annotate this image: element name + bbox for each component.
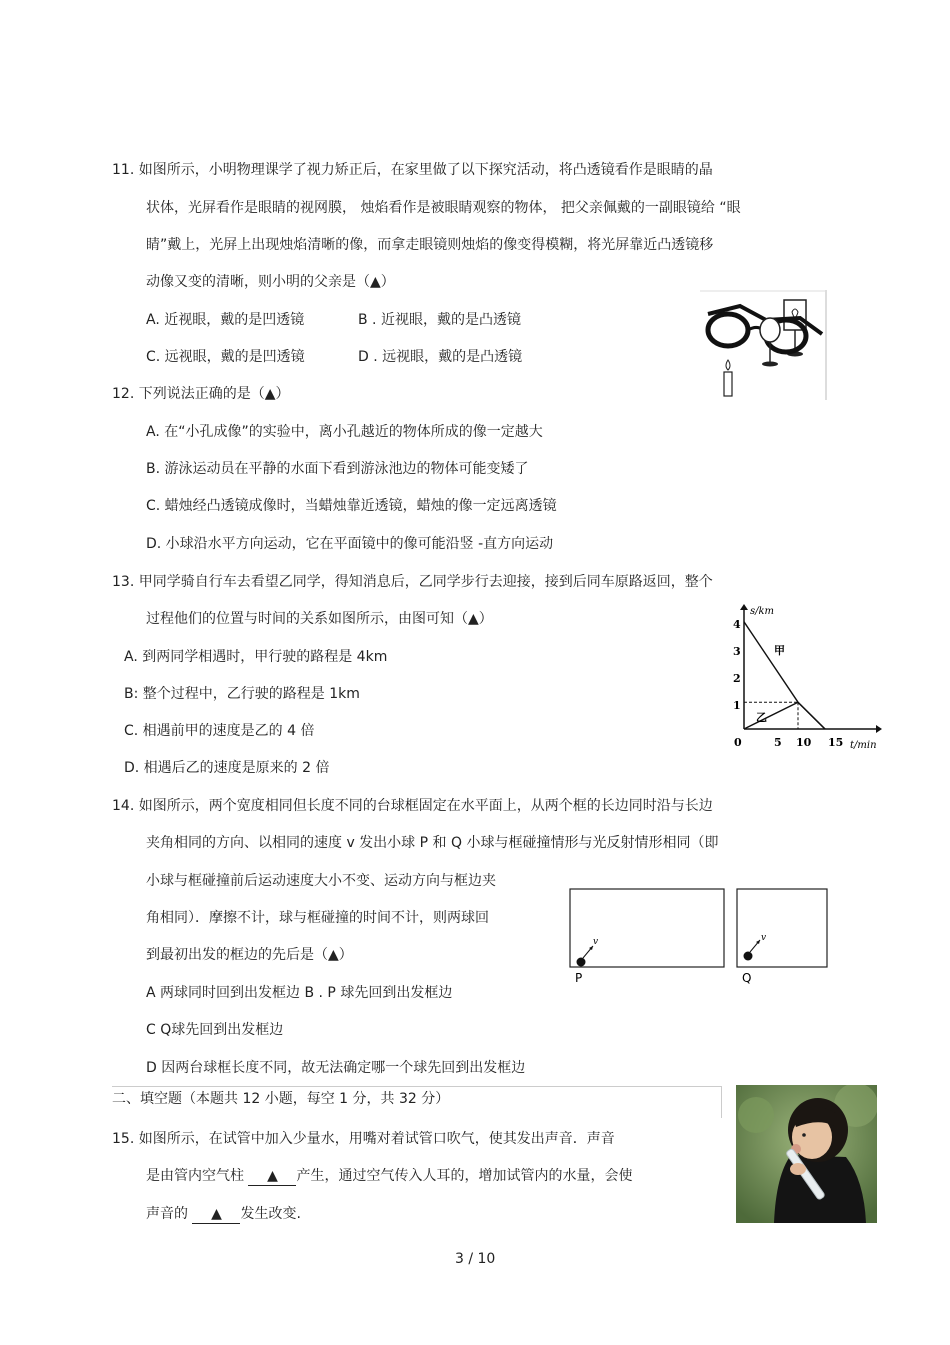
q14-option-c: C Q球先回到出发框边 bbox=[146, 1022, 284, 1038]
q13-option-d: D. 相遇后乙的速度是原来的 2 倍 bbox=[124, 760, 330, 776]
q11-option-b: B . 近视眼，戴的是凸透镜 bbox=[358, 312, 521, 328]
q11-option-a: A. 近视眼，戴的是凹透镜 bbox=[146, 312, 305, 328]
series-0-segment-0 bbox=[744, 622, 798, 702]
q13-line1: 13. 甲同学骑自行车去看望乙同学，得知消息后，乙同学步行去迎接，接到后同车原路返回，整个 bbox=[112, 574, 713, 590]
label-q: Q bbox=[742, 971, 752, 985]
velocity-label-q: v bbox=[761, 933, 767, 943]
girl-blowing-test-tube-photo bbox=[736, 1085, 877, 1223]
q15-blank-1: ▲ bbox=[248, 1167, 296, 1186]
q13-option-a: A. 到两同学相遇时，甲行驶的路程是 4km bbox=[124, 649, 388, 665]
q14-line5: 到最初出发的框边的先后是（▲） bbox=[146, 947, 353, 963]
x-axis-arrow bbox=[876, 725, 882, 733]
label-p: P bbox=[575, 971, 583, 985]
position-time-chart bbox=[724, 600, 884, 760]
q11-line3: 睛”戴上，光屏上出现烛焰清晰的像，而拿走眼镜则烛焰的像变得模糊，将光屏靠近凸透镜移 bbox=[146, 237, 714, 253]
q13-option-c: C. 相遇前甲的速度是乙的 4 倍 bbox=[124, 723, 315, 739]
x-tick-15: 15 bbox=[828, 736, 844, 749]
q11-option-d: D . 远视眼，戴的是凸透镜 bbox=[358, 349, 523, 365]
frame-p bbox=[570, 889, 724, 967]
q14-line2: 夹角相同的方向、以相同的速度 v 发出小球 P 和 Q 小球与框碰撞情形与光反射情形相同（即 bbox=[146, 835, 719, 851]
y-tick-1: 1 bbox=[733, 699, 741, 712]
q12-option-d: D. 小球沿水平方向运动，它在平面镜中的像可能沿竖 -直方向运动 bbox=[146, 536, 554, 552]
q13-option-b: B: 整个过程中，乙行驶的路程是 1km bbox=[124, 686, 360, 702]
q11-option-c: C. 远视眼，戴的是凹透镜 bbox=[146, 349, 305, 365]
q14-option-a: A 两球同时回到出发框边 B . P 球先回到出发框边 bbox=[146, 985, 453, 1001]
q12-option-c: C. 蜡烛经凸透镜成像时，当蜡烛靠近透镜，蜡烛的像一定远离透镜 bbox=[146, 498, 557, 514]
series-1-segment-1 bbox=[798, 702, 825, 729]
q14-option-d: D 因两台球框长度不同，故无法确定哪一个球先回到出发框边 bbox=[146, 1060, 526, 1076]
q11-line4: 动像又变的清晰，则小明的父亲是（▲） bbox=[146, 274, 395, 290]
q14-line3: 小球与框碰撞前后运动速度大小不变、运动方向与框边夹 bbox=[146, 873, 496, 889]
billiard-frames-figure bbox=[565, 884, 835, 994]
x-tick-5: 5 bbox=[774, 736, 782, 749]
q15-line2-end: 产生，通过空气传入人耳的，增加试管内的水量，会使 bbox=[296, 1168, 633, 1184]
origin-label: 0 bbox=[734, 736, 742, 749]
series-1-segment-0 bbox=[744, 702, 798, 729]
q15-line2-start: 是由管内空气柱 bbox=[146, 1168, 249, 1184]
x-tick-10: 10 bbox=[796, 736, 812, 749]
q12-stem: 12. 下列说法正确的是（▲） bbox=[112, 386, 290, 402]
q15-blank-2: ▲ bbox=[192, 1205, 240, 1224]
ball-p bbox=[577, 958, 586, 967]
q14-line4: 角相同）．摩擦不计，球与框碰撞的时间不计，则两球回 bbox=[146, 910, 489, 926]
q11-line2: 状体，光屏看作是眼睛的视网膜， 烛焰看作是被眼睛观察的物体， 把父亲佩戴的一副眼镜给 “眼 bbox=[146, 200, 741, 216]
series-label-yi: 乙 bbox=[756, 711, 767, 724]
q12-option-a: A. 在“小孔成像”的实验中，离小孔越近的物体所成的像一定越大 bbox=[146, 424, 543, 440]
y-tick-3: 3 bbox=[733, 645, 741, 658]
ball-q bbox=[744, 952, 753, 961]
section-divider-right bbox=[721, 1086, 722, 1118]
y-tick-4: 4 bbox=[733, 618, 741, 631]
q15-line3-end: 发生改变. bbox=[240, 1206, 301, 1222]
page-number: 3 / 10 bbox=[455, 1251, 496, 1267]
y-axis-arrow bbox=[740, 604, 748, 610]
q15-line1: 15. 如图所示，在试管中加入少量水，用嘴对着试管口吹气，使其发出声音．声音 bbox=[112, 1131, 615, 1147]
q13-line2: 过程他们的位置与时间的关系如图所示，由图可知（▲） bbox=[146, 611, 493, 627]
q15-line3-start: 声音的 bbox=[146, 1206, 193, 1222]
q12-option-b: B. 游泳运动员在平静的水面下看到游泳池边的物体可能变矮了 bbox=[146, 461, 529, 477]
velocity-label-p: v bbox=[593, 937, 599, 947]
series-label-jia: 甲 bbox=[774, 644, 785, 657]
q14-line1: 14. 如图所示，两个宽度相同但长度不同的台球框固定在水平面上，从两个框的长边同时沿与长边 bbox=[112, 798, 713, 814]
glasses-experiment-figure bbox=[700, 290, 828, 400]
section-2-header: 二、填空题（本题共 12 小题，每空 1 分，共 32 分） bbox=[112, 1091, 450, 1107]
section-divider bbox=[112, 1086, 722, 1087]
q15-line2 bbox=[146, 1167, 632, 1186]
q11-line1: 11. 如图所示，小明物理课学了视力矫正后，在家里做了以下探究活动，将凸透镜看作是眼睛的晶 bbox=[112, 162, 713, 178]
x-axis-label: t/min bbox=[850, 740, 877, 751]
q15-line3 bbox=[146, 1205, 301, 1224]
y-tick-2: 2 bbox=[733, 672, 741, 685]
y-axis-label: s/km bbox=[750, 606, 775, 617]
